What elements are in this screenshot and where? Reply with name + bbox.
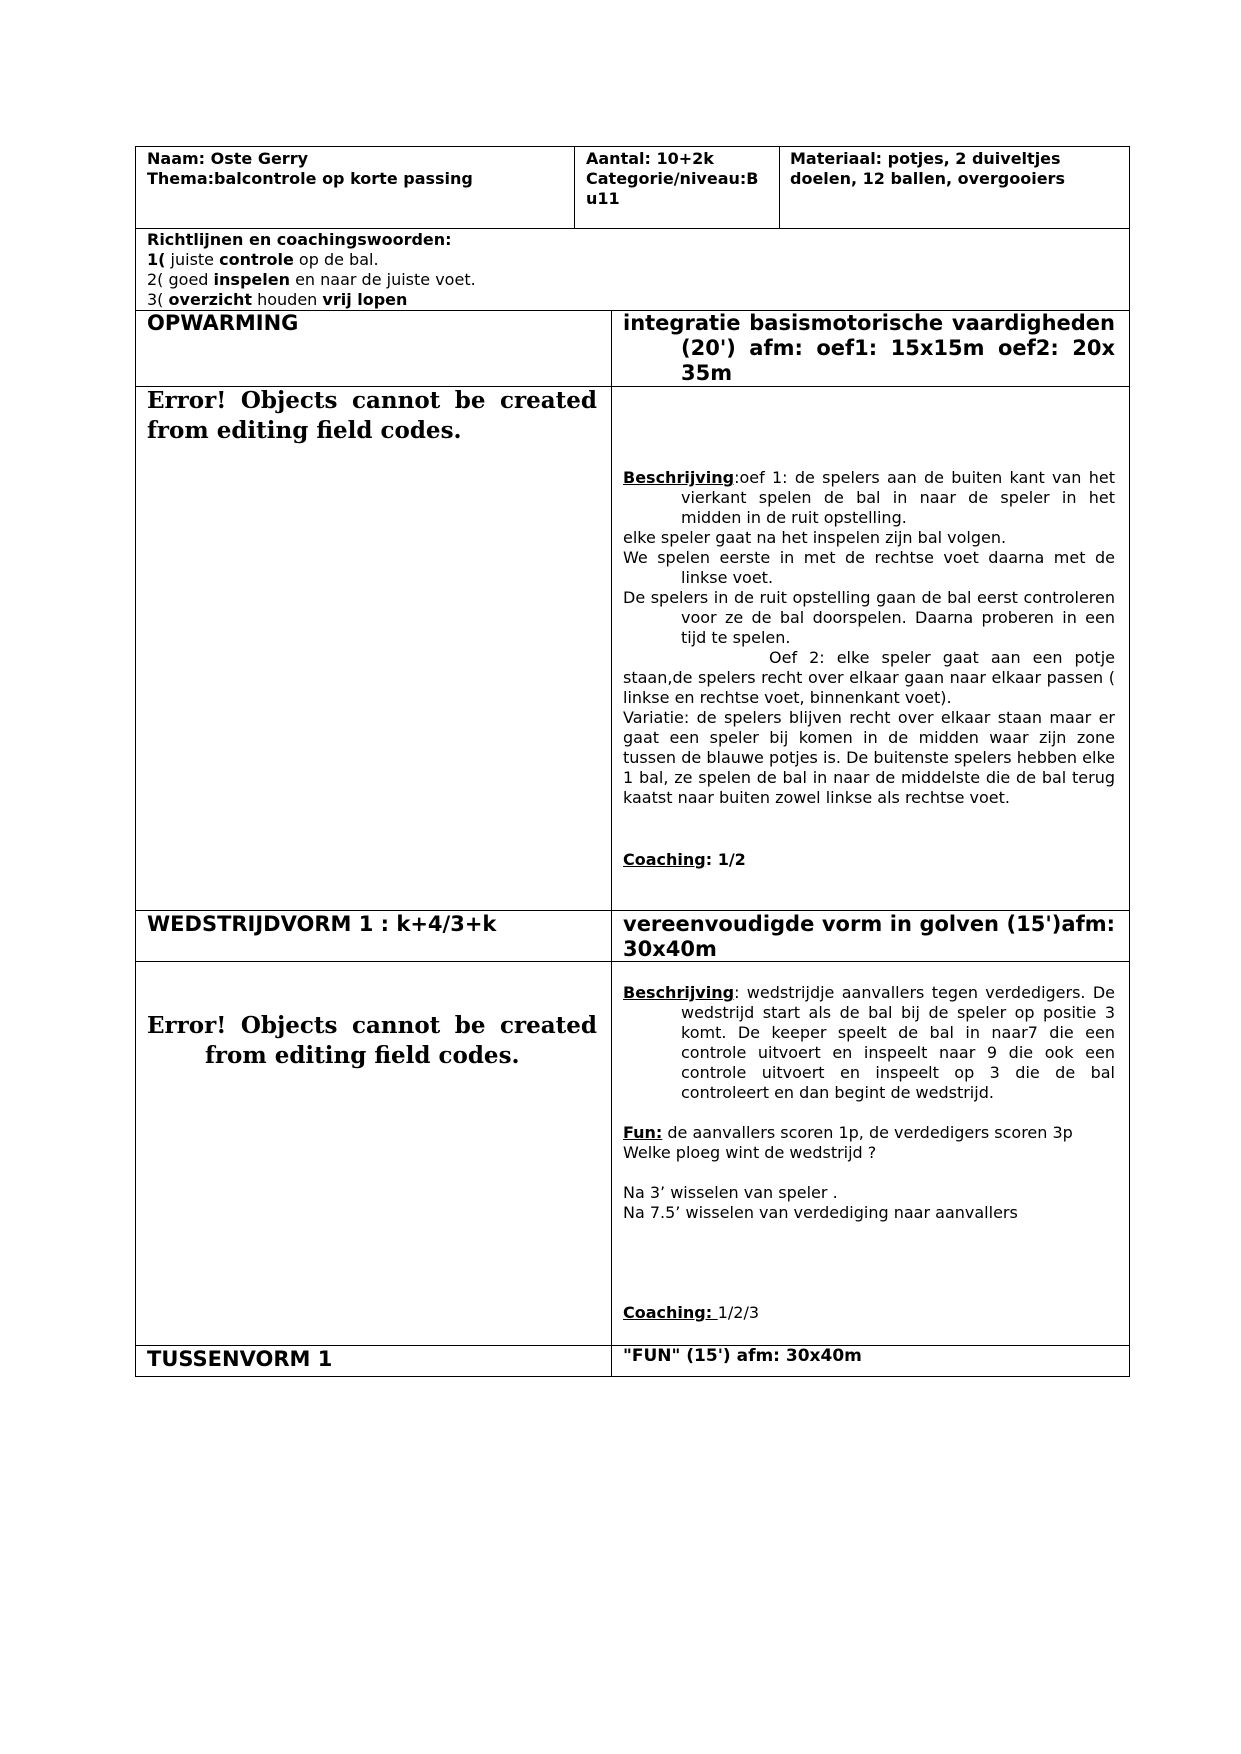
opwarming-subtitle: integratie basismotorische vaardigheden (20') afm: oef1: 15x15m oef2: 20x 35m: [623, 311, 1115, 385]
coaching-value: : 1/2: [705, 850, 746, 869]
item3-text: 3(: [147, 290, 169, 309]
beschrijving-text: :oef 1: de spelers aan de buiten kant van het vierkant spelen de bal in naar de speler in het midden in de ruit opstelling.: [681, 468, 1115, 527]
paragraph: elke speler gaat na het inspelen zijn bal volgen.: [623, 528, 1007, 547]
table-border: [779, 146, 780, 228]
categorie-line1: Categorie/niveau:B: [586, 169, 759, 188]
categorie-line2: u11: [586, 189, 620, 208]
item2-text: 2( goed: [147, 270, 214, 289]
paragraph: De spelers in de ruit opstelling gaan de bal eerst controleren voor ze de bal doorspelen. Daarna proberen in een tijd te spelen.: [623, 588, 1115, 647]
paragraph: Na 7.5’ wisselen van verdediging naar aanvallers: [623, 1203, 1018, 1222]
item3-keyword: overzicht: [168, 290, 252, 309]
richtlijnen-title: Richtlijnen en coachingswoorden:: [147, 230, 452, 249]
opwarming-coaching: [623, 850, 1115, 870]
paragraph: Welke ploeg wint de wedstrijd ?: [623, 1143, 877, 1162]
coaching-label: Coaching: [623, 850, 706, 869]
table-border: [135, 146, 1130, 147]
item1-num: 1(: [147, 250, 166, 269]
table-border: [611, 310, 612, 1377]
beschrijving-label: Beschrijving: [623, 468, 735, 487]
wedstrijdvorm-description: [623, 983, 1115, 1223]
richtlijn-item-3: [147, 290, 1107, 310]
header-right: [790, 149, 1090, 189]
wedstrijdvorm-title: WEDSTRIJDVORM 1 : k+4/3+k: [147, 912, 497, 936]
fun-text: de aanvallers scoren 1p, de verdedigers scoren 3p: [662, 1123, 1073, 1142]
item3-text: houden: [252, 290, 323, 309]
coaching-value: 1/2/3: [717, 1303, 760, 1322]
table-border: [135, 228, 1130, 229]
paragraph: Oef 2: elke speler gaat aan een potje staan,de spelers recht over elkaar gaan naar elkaar passen ( linkse en rechtse voet, binnenkant voet).: [623, 648, 1115, 707]
wedstrijdvorm-subtitle: vereenvoudigde vorm in golven (15')afm: 30x40m: [623, 912, 1115, 961]
table-border: [135, 146, 136, 1377]
tussenvorm-subtitle: "FUN" (15') afm: 30x40m: [623, 1346, 862, 1366]
item1-keyword: controle: [219, 250, 294, 269]
table-border: [574, 146, 575, 228]
opwarming-description: [623, 468, 1115, 808]
coaching-label: Coaching:: [623, 1303, 718, 1322]
materiaal: Materiaal: potjes, 2 duiveltjes doelen, 12 ballen, overgooiers: [790, 149, 1065, 188]
richtlijnen-section: [147, 230, 1107, 310]
beschrijving-text: : wedstrijdje aanvallers tegen verdedigers. De wedstrijd start als de bal bij de speler op positie 3 komt. De keeper speelt de bal in naar7 die een controle uitvoert en inspeelt naar 9 die ook een controle uitvoert en inspeelt op 3 die de bal controleert en dan begint de wedstrijd.: [681, 983, 1115, 1102]
paragraph: Variatie: de spelers blijven recht over elkaar staan maar er gaat een speler bij komen in de midden waar zijn zone tussen de blauwe potjes is. De buitenste spelers hebben elke 1 bal, ze spelen de bal in naar de middelste die de bal terug kaatst naar buiten zowel linkse als rechtse voet.: [623, 708, 1115, 807]
aantal: Aantal: 10+2k: [586, 149, 714, 168]
table-border: [135, 910, 1130, 911]
richtlijn-item-1: [147, 250, 1107, 270]
opwarming-title: OPWARMING: [147, 311, 299, 335]
wedstrijdvorm-coaching: [623, 1303, 1115, 1323]
richtlijn-item-2: [147, 270, 1107, 290]
wedstrijdvorm-error-placeholder: Error! Objects cannot be created from editing field codes.: [147, 1012, 597, 1069]
item2-keyword: inspelen: [213, 270, 290, 289]
table-border: [1129, 146, 1130, 1377]
naam: Naam: Oste Gerry: [147, 149, 309, 168]
header-left: [147, 149, 567, 189]
fun-paragraph: [623, 1123, 1115, 1143]
item1-text: op de bal.: [293, 250, 379, 269]
item3-keyword: vrij lopen: [322, 290, 408, 309]
beschrijving-label: Beschrijving: [623, 983, 735, 1002]
table-border: [135, 1376, 1130, 1377]
thema: Thema:balcontrole op korte passing: [147, 169, 473, 188]
tussenvorm-title: TUSSENVORM 1: [147, 1347, 333, 1371]
paragraph: Na 3’ wisselen van speler .: [623, 1183, 838, 1202]
header-middle: [586, 149, 774, 209]
beschrijving-paragraph: [623, 983, 1115, 1103]
item1-text: juiste: [165, 250, 220, 269]
item2-text: en naar de juiste voet.: [289, 270, 476, 289]
fun-label: Fun:: [623, 1123, 663, 1142]
paragraph: We spelen eerste in met de rechtse voet daarna met de linkse voet.: [623, 548, 1115, 587]
beschrijving-paragraph: [623, 468, 1115, 528]
opwarming-error-placeholder: Error! Objects cannot be created from editing field codes.: [147, 387, 597, 444]
